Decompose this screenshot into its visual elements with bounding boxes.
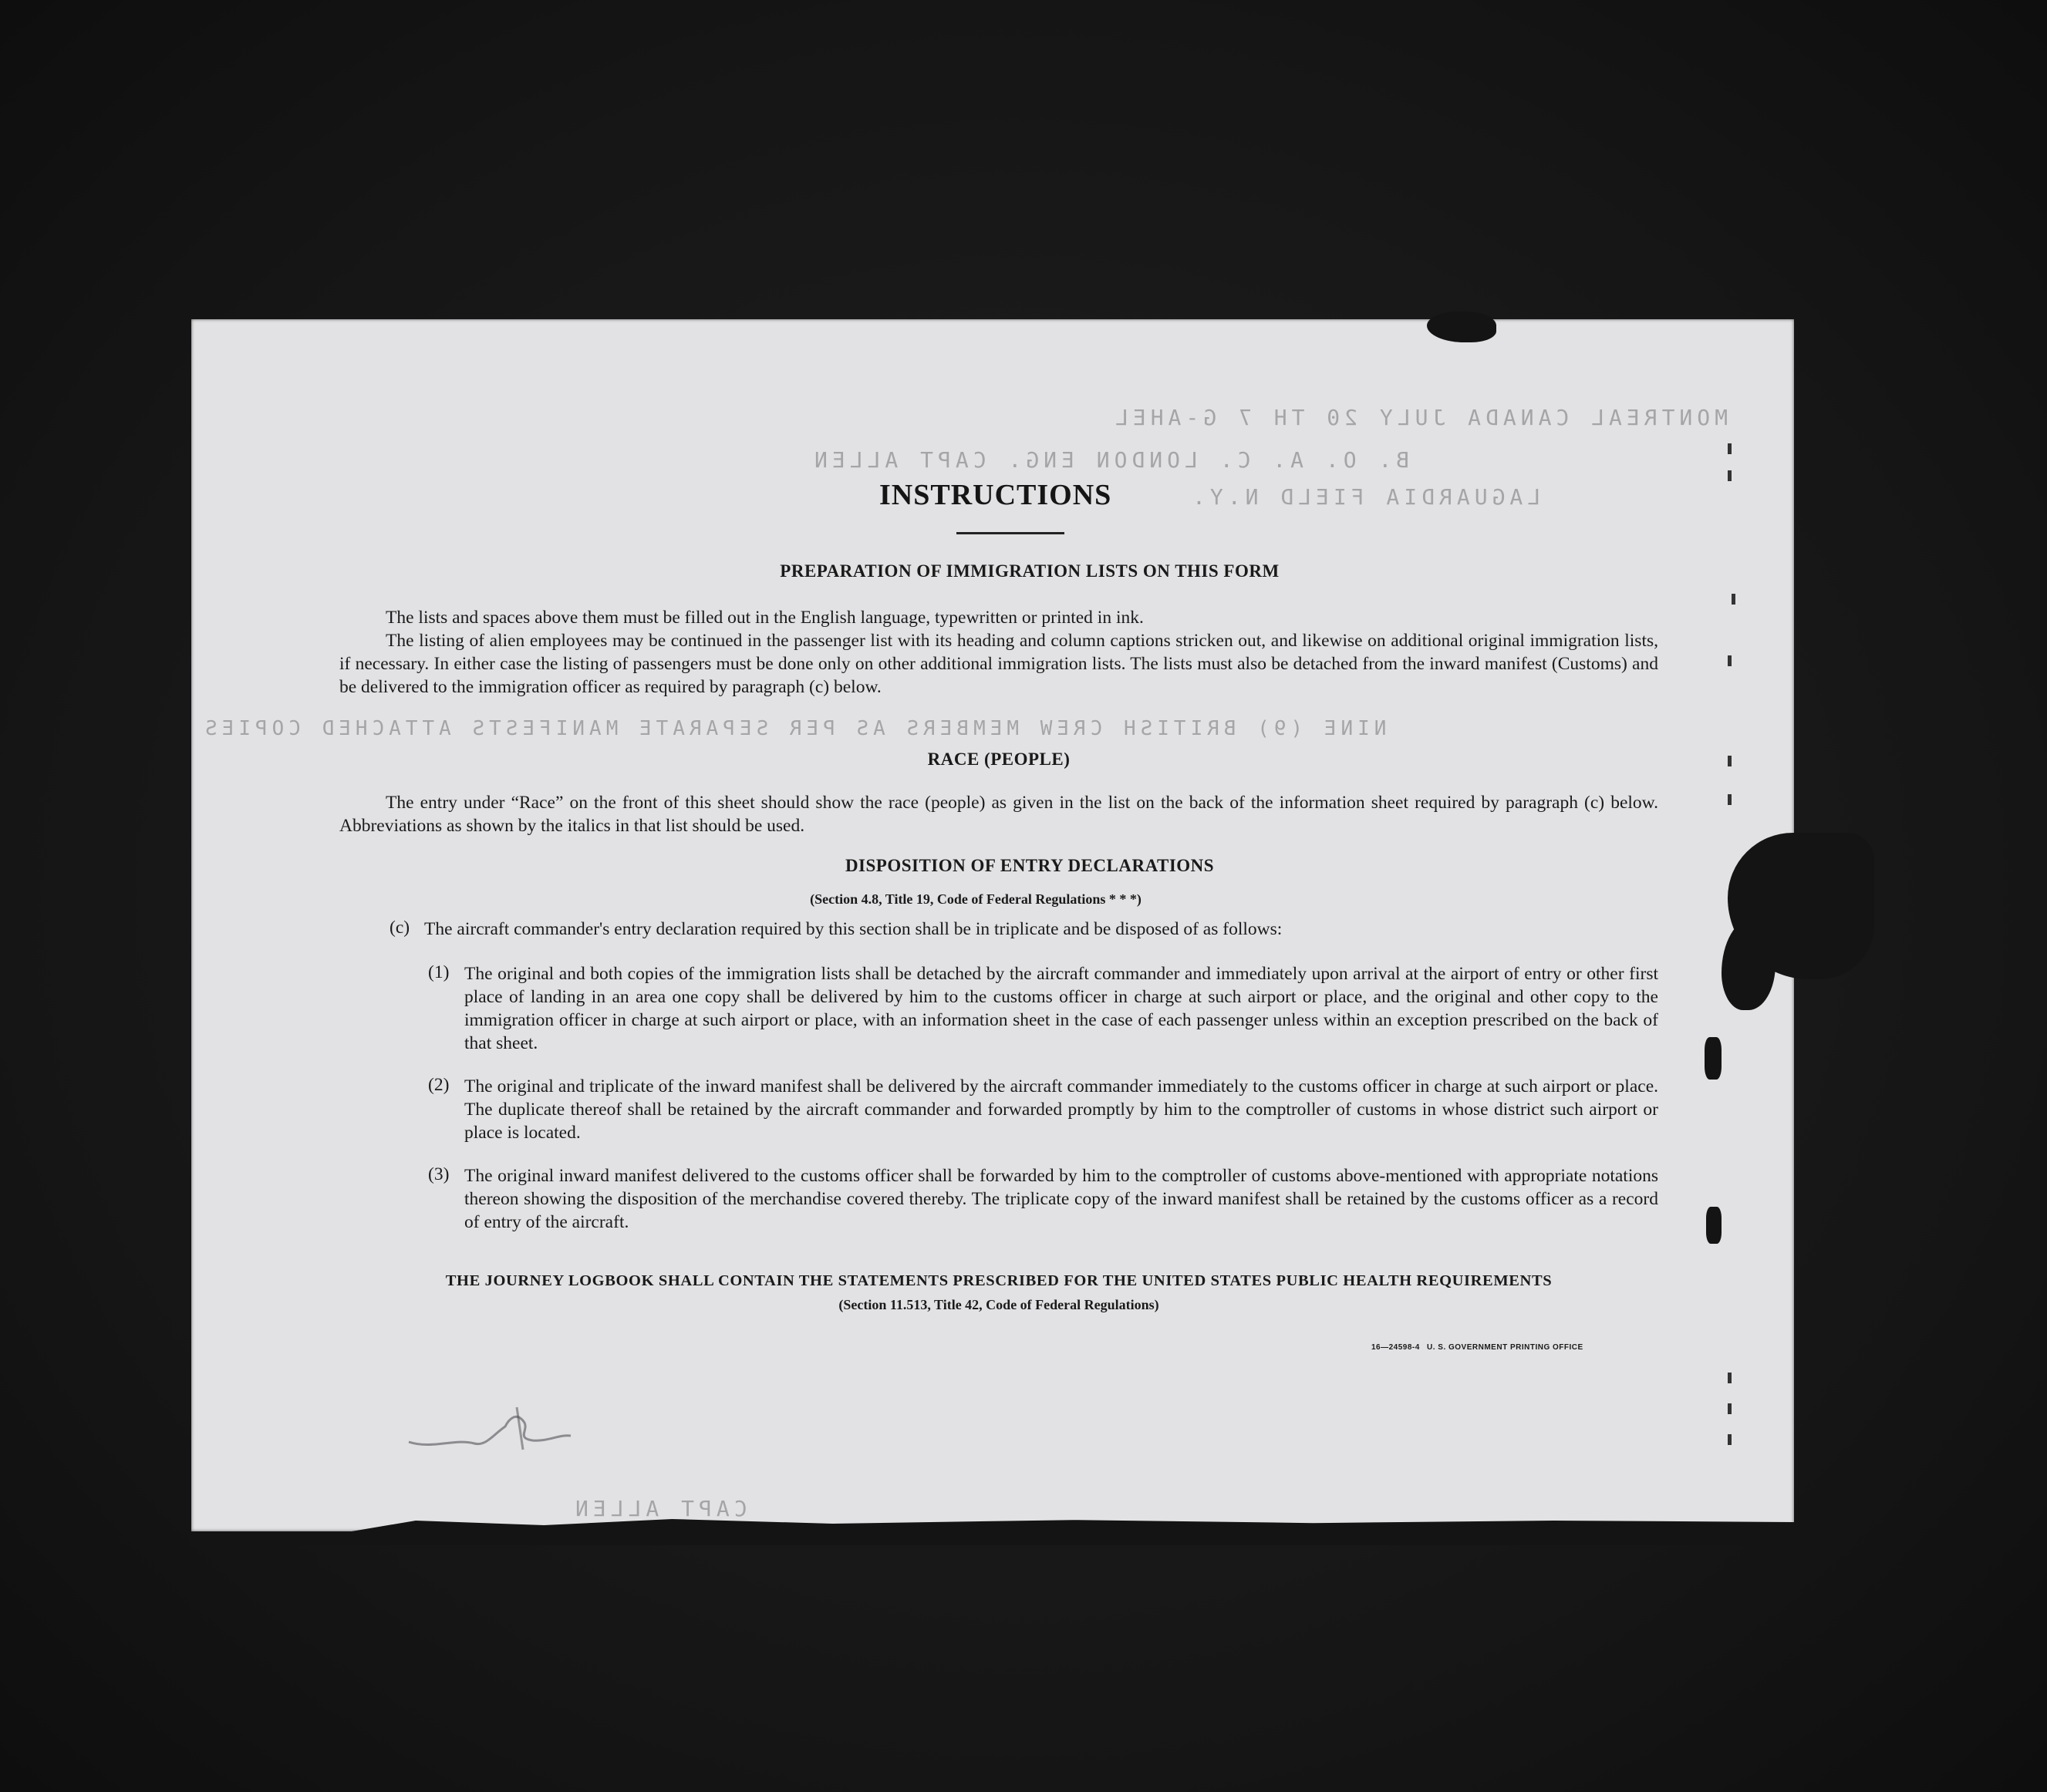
health-requirements-citation: (Section 11.513, Title 42, Code of Federal Regulations) — [838, 1297, 1159, 1312]
page-title: INSTRUCTIONS — [879, 479, 1112, 511]
punch-mark — [1706, 1207, 1722, 1244]
bleed-through-line: LAGUARDIA FIELD N.Y. — [1188, 484, 1541, 510]
section-heading-disposition: DISPOSITION OF ENTRY DECLARATIONS — [845, 856, 1215, 875]
item-text-1: The original and both copies of the immigration lists shall be detached by the aircraft commander and immediately upon arrival at the airport of entry or other first place of landing in an area one copy shall be delivered by him to the customs officer in charge at such airport or place, and the original and other copy to the immigration officer in charge at such airport or place, with an information sheet in the case of each passenger unless within an exception prescribed on the back of that sheet. — [464, 964, 1658, 1053]
paragraph-language: The lists and spaces above them must be filled out in the English language, typewritten or printed in ink. — [386, 608, 1144, 628]
title-underline — [956, 532, 1064, 534]
punch-mark — [1705, 1037, 1722, 1080]
margin-mark — [1728, 443, 1732, 454]
item-number-2: (2) — [428, 1075, 450, 1095]
item-text-3: The original inward manifest delivered to the customs officer shall be forwarded by him to the comptroller of customs above-mentioned with appropriate notations thereon showing the disposition of the merchandise covered thereby. The triplicate copy of the inward manifest shall be retained by the customs officer as a record of entry of the aircraft. — [464, 1166, 1658, 1232]
bleed-through-line: B. O. A. C. LONDON ENG. CAPT ALLEN — [810, 447, 1410, 473]
margin-mark — [1728, 655, 1732, 666]
section-heading-preparation: PREPARATION OF IMMIGRATION LISTS ON THIS FORM — [780, 561, 1280, 581]
margin-mark — [1728, 756, 1732, 766]
paragraph-race: The entry under “Race” on the front of this sheet should show the race (people) as given in the list on the back of the information sheet required by paragraph (c) below. Abbreviations as shown by the italics in that list should be used. — [339, 793, 1658, 836]
margin-mark — [1728, 1403, 1732, 1414]
item-text-2: The original and triplicate of the inward manifest shall be delivered by the aircraft commander immediately to the customs officer in charge at such airport or place. The duplicate thereof shall be retained by the aircraft commander and forwarded promptly by him to the comptroller of customs in whose district such airport or place is located. — [464, 1076, 1658, 1143]
health-requirements-line: THE JOURNEY LOGBOOK SHALL CONTAIN THE STATEMENTS PRESCRIBED FOR THE UNITED STATES PUBLIC HEALTH REQUIREMENTS — [445, 1272, 1553, 1289]
clause-c-intro: The aircraft commander's entry declaration required by this section shall be in triplicate and be disposed of as follows: — [424, 919, 1283, 939]
margin-mark — [1728, 794, 1732, 805]
paragraph-alien-employees: The listing of alien employees may be continued in the passenger list with its heading and column captions stricken out, and likewise on additional original immigration lists, if necessary. In either case the listing of passengers must be done only on other additional immigration lists. The lists must also be detached from the inward manifest (Customs) and be delivered to the immigration officer as required by paragraph (c) below. — [339, 631, 1658, 697]
item-number-1: (1) — [428, 962, 450, 982]
margin-mark — [1728, 1434, 1732, 1445]
clause-label-c: (c) — [390, 918, 410, 938]
item-number-3: (3) — [428, 1164, 450, 1184]
margin-mark — [1728, 1373, 1732, 1383]
margin-mark — [1732, 594, 1735, 605]
bleed-through-line: MONTREAL CANADA JULY 20 TH 7 G-AHEL — [1111, 405, 1728, 430]
margin-mark — [1728, 470, 1732, 481]
section-heading-race: RACE (PEOPLE) — [927, 749, 1071, 769]
bleed-through-line: CAPT ALLEN — [571, 1496, 747, 1521]
printer-code: 16—24598-4 — [1371, 1343, 1420, 1352]
section-subheading-regulation: (Section 4.8, Title 19, Code of Federal Regulations * * *) — [810, 891, 1142, 907]
bleed-through-line: NINE (9) BRITISH CREW MEMBERS AS PER SEPARATE MANIFESTS ATTACHED COPIES — [201, 717, 1387, 740]
printer-office: U. S. GOVERNMENT PRINTING OFFICE — [1427, 1343, 1583, 1352]
signature-mark — [401, 1396, 578, 1465]
